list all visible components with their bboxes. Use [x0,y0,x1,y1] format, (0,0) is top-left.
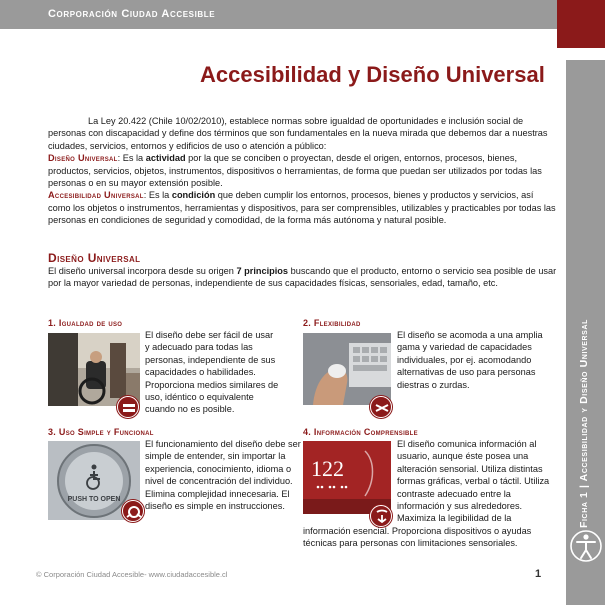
page-title: Accesibilidad y Diseño Universal [200,62,545,87]
definition-diseno-universal [48,152,558,189]
section-text: buscando que el producto, entorno o servicio sea posible de usar por la mayor variedad de personas, independiente de sus capacidades físicas, sensoriales, edad, tamaño, etc. [48,266,557,289]
intro-block [48,115,558,227]
side-label: Ficha 1 | Accesibilidad y Diseño Universal [578,319,590,528]
section-body [48,265,558,290]
button-push-text: PUSH TO OPEN [67,496,121,503]
principle-4-heading: 4. Información Comprensible [303,427,418,437]
principle-1-text: El diseño debe ser fácil de usar y adecuado para todas las personas, independiente de sus capacidades o habilidades. Proporciona medios similares de uso, idéntico o equivalente cuando no es posible. [145,330,279,415]
universal-access-icon [568,528,604,564]
header-bar [0,0,557,29]
principle-4-text: El diseño comunica información al usuario, aunque éste posea una alteración sensorial. Utiliza distintas formas gráficas, verbal o táctil. Utiliza contraste adecuado entre la información y sus alrededores. Maximiza la legibilidad de la información esencial. Proporciona dispositivos o ayudas técnicas para personas con limitaciones sensoriales. [303,439,550,549]
header-corner-notch [541,29,557,48]
definition-accesibilidad [48,189,558,226]
header-corner-block [557,0,605,48]
term-accesibilidad-universal: Accesibilidad Universal [48,190,144,201]
section-keyword: 7 principios [236,266,289,276]
header-org-name: Corporación Ciudad Accesible [48,8,216,20]
photo-mouse-image [303,333,391,405]
definition-keyword: actividad [145,153,186,164]
definition-text: : Es la [117,153,146,164]
flexibility-icon [370,396,392,418]
definition-text: : Es la [143,190,172,201]
photo-mouse-keyboard [303,333,391,405]
equality-icon-glyph [118,397,140,419]
principle-3-heading: 3. Uso Simple y Funcional [48,427,154,437]
footer-copyright: © Corporación Ciudad Accesible- www.ciudadaccesible.cl [36,570,228,579]
equality-icon [117,396,139,418]
intro-paragraph: La Ley 20.422 (Chile 10/02/2010), establece normas sobre igualdad de oportunidades e inclusión social de personas con discapacidad y define dos términos que son fundamentales en la nueva mirada que debemos dar a nuestras ciudades, servicios, entornos y edificios de uso o atención a público: [48,116,548,151]
definition-text: que deben cumplir los entornos, procesos, bienes y productos y servicios, así como los objetos o instrumentos, herramientas y dispositivos, para ser comprensibles, utilizables y practicables por todas las personas en condiciones de seguridad y comodidad, de la forma más autónoma y natural posible. [48,190,556,226]
principle-3-text-top: El funcionamiento del diseño debe ser simple de entender, sin importar la experiencia, conocimiento, idioma o nivel de concentración del individuo. Elimina complejidad innecesaria. El diseño es simple en instrucciones. [48,438,303,518]
definition-text: por la que se conciben o proyectan, desde el origen, entornos, procesos, bienes, productos, servicios, objetos, instrumentos, dispositivos o herramientas, de forma que puedan ser utilizados por todas las personas o en su mayor extensión posible. [48,153,542,189]
room-number-text: 122 [311,456,344,481]
principle-1-heading: 1. Igualdad de uso [48,318,123,328]
text-wrap-spacer [303,438,397,524]
section-text: El diseño universal incorpora desde su origen [48,266,237,276]
principle-2-text: El diseño se acomoda a una amplia gama y variedad de capacidades individuales, por ej. acomodando alternativas de uso para personas diestras o zurdas. [397,330,543,390]
page-number: 1 [535,568,542,580]
flexibility-icon-glyph [371,397,393,419]
section-heading: Diseño Universal [48,251,141,265]
definition-keyword: condición [171,190,216,201]
text-wrap-spacer [48,438,145,518]
principle-2-heading: 2. Flexibilidad [303,318,361,328]
term-diseno-universal: Diseño Universal [48,153,118,164]
